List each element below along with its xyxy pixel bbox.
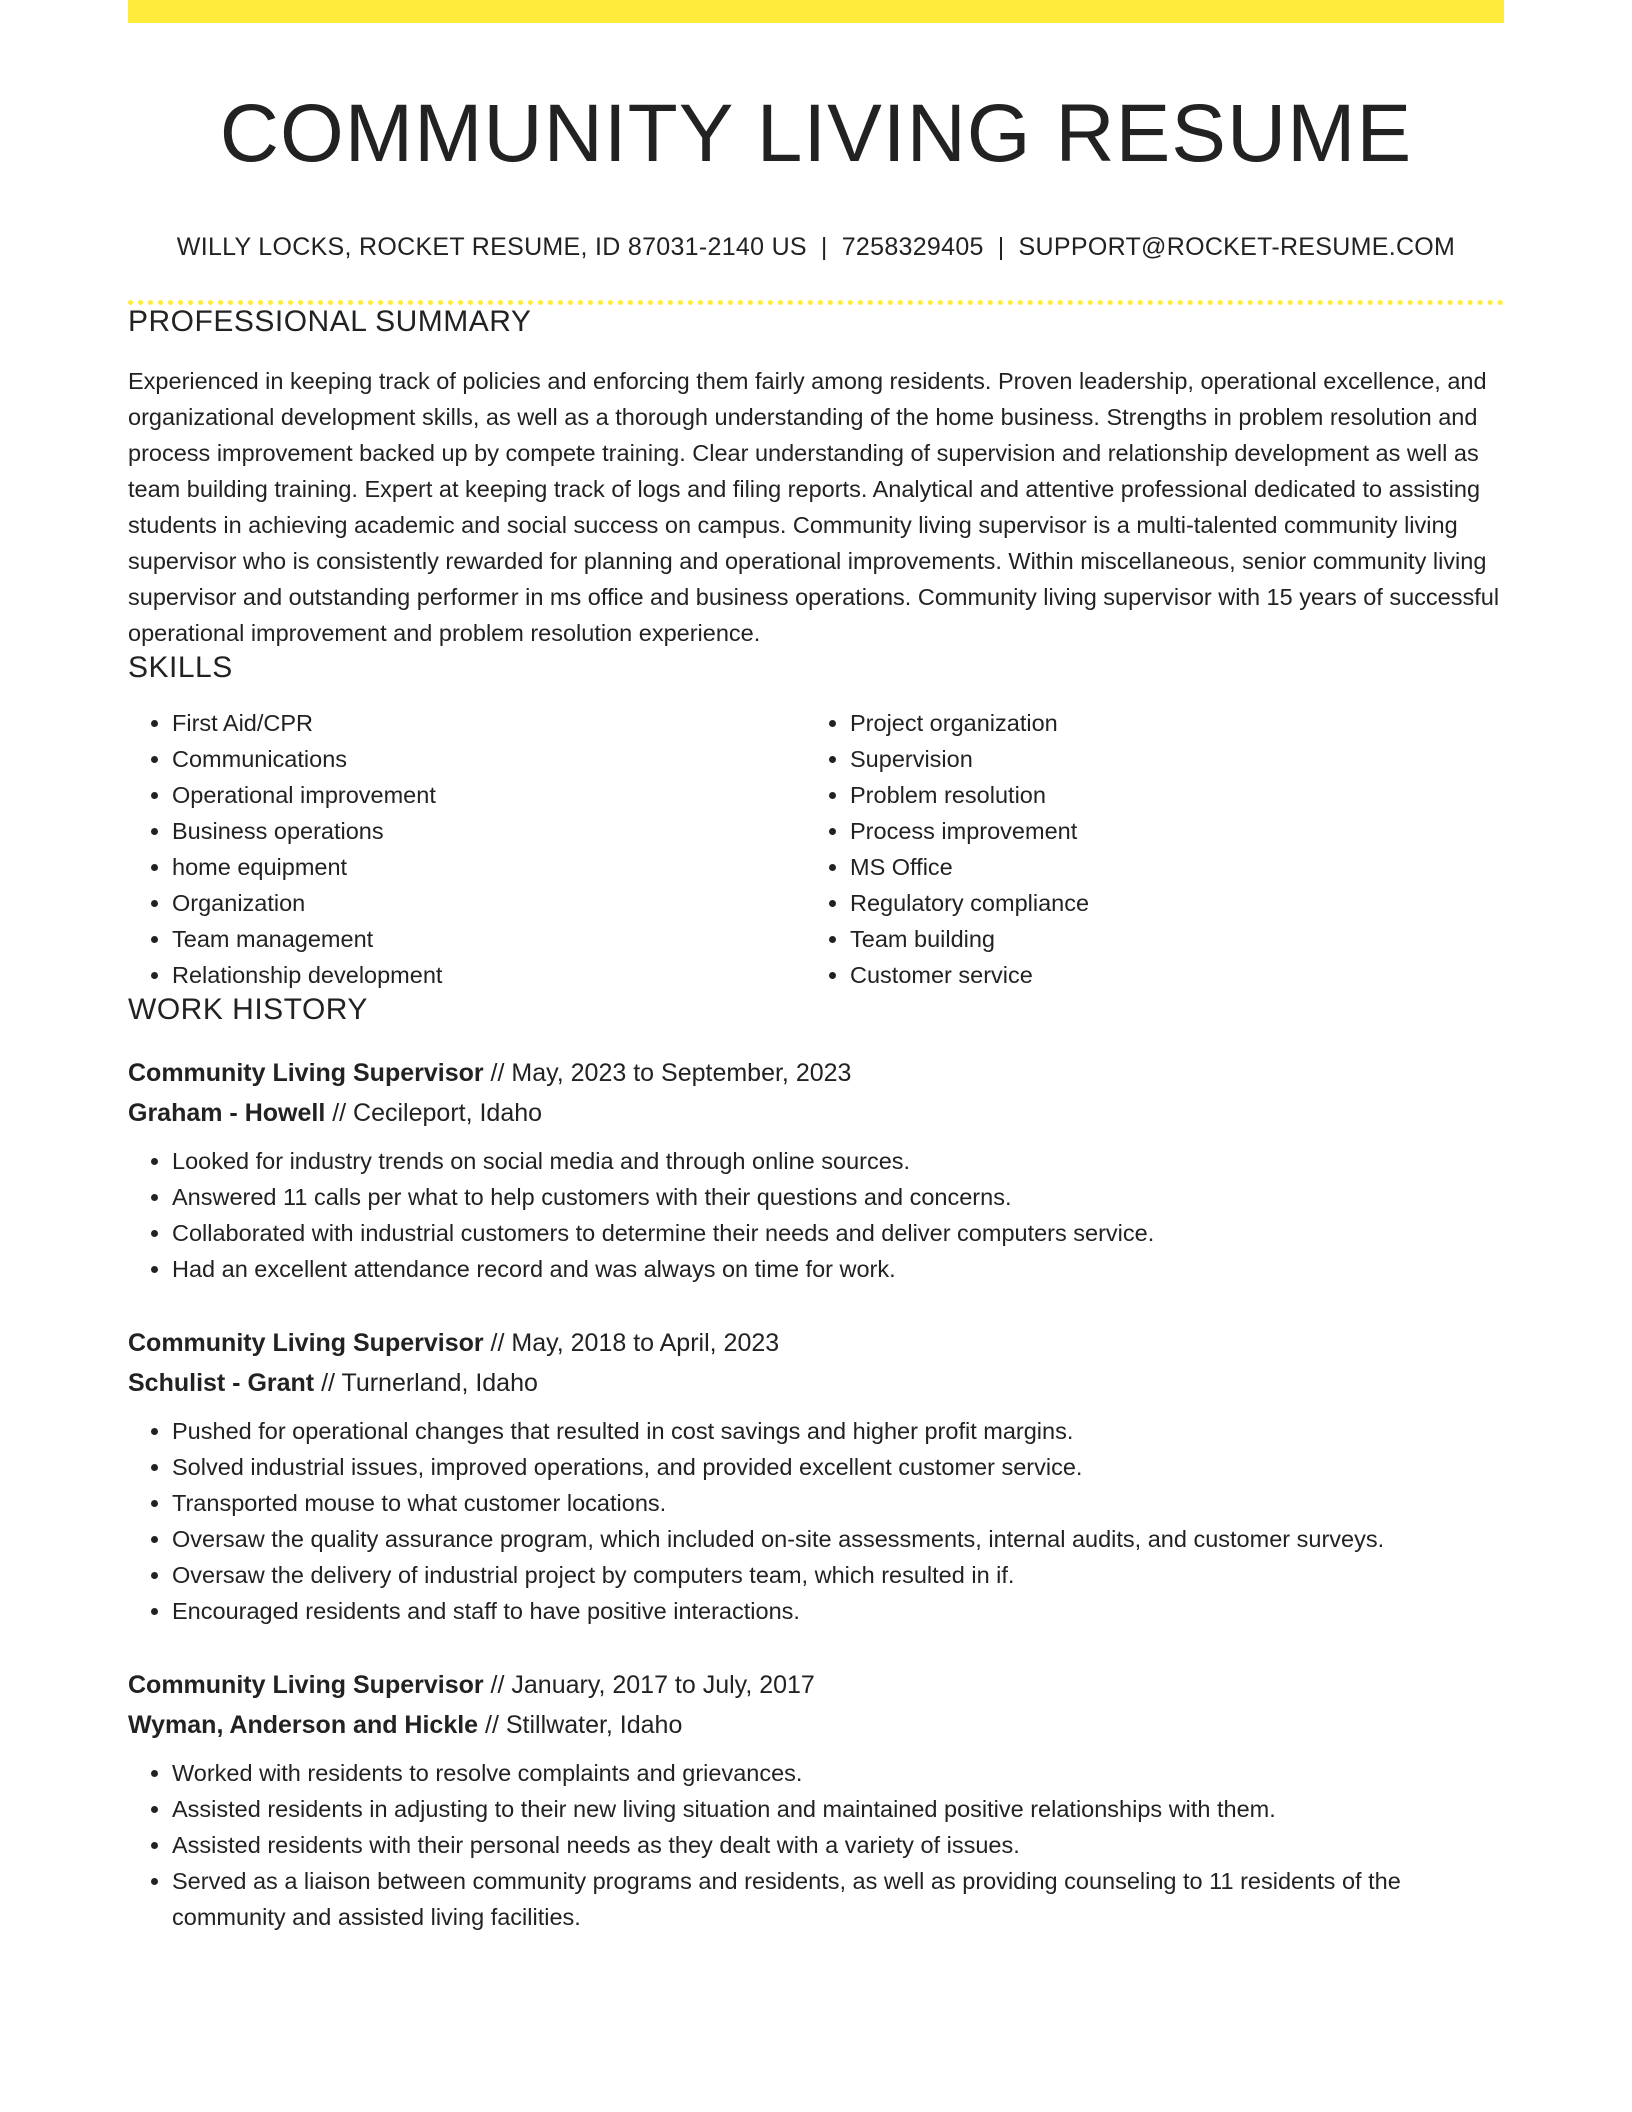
contact-address: WILLY LOCKS, ROCKET RESUME, ID 87031-2140 US xyxy=(176,233,807,262)
job-entry xyxy=(128,1053,1504,1287)
section-heading-work-history: WORK HISTORY xyxy=(128,993,368,1027)
contact-email: SUPPORT@ROCKET-RESUME.COM xyxy=(1018,233,1456,262)
job-bullet: • Collaborated with industrial customers to determine their needs and deliver computers service. xyxy=(172,1215,1504,1251)
job-title: Community Living Supervisor xyxy=(128,1671,484,1700)
skill-item: • Business operations xyxy=(172,813,806,849)
skills-grid xyxy=(128,705,1504,993)
job-company: Wyman, Anderson and Hickle xyxy=(128,1711,479,1740)
job-location: // Stillwater, Idaho xyxy=(478,1711,683,1740)
job-location: // Turnerland, Idaho xyxy=(314,1369,538,1398)
job-dates: // January, 2017 to July, 2017 xyxy=(483,1671,815,1700)
job-bullet-list xyxy=(128,1413,1504,1629)
job-bullet-list xyxy=(128,1755,1504,1935)
job-bullet: • Looked for industry trends on social media and through online sources. xyxy=(172,1143,1504,1179)
professional-summary-section xyxy=(128,305,1504,651)
skill-item: • Problem resolution xyxy=(850,777,1484,813)
job-bullet: • Transported mouse to what customer locations. xyxy=(172,1485,1504,1521)
skill-item: • Project organization xyxy=(850,705,1484,741)
skill-item: • Team management xyxy=(172,921,806,957)
skill-item: • Process improvement xyxy=(850,813,1484,849)
job-bullet: • Pushed for operational changes that resulted in cost savings and higher profit margins. xyxy=(172,1413,1504,1449)
skill-item: • Regulatory compliance xyxy=(850,885,1484,921)
contact-separator: | xyxy=(820,233,828,262)
contact-separator: | xyxy=(997,233,1005,262)
job-list xyxy=(128,1053,1504,1935)
skill-item: • Customer service xyxy=(850,957,1484,993)
resume-title: COMMUNITY LIVING RESUME xyxy=(219,88,1413,179)
job-location: // Cecileport, Idaho xyxy=(325,1099,543,1128)
skill-item: • Supervision xyxy=(850,741,1484,777)
work-history-section xyxy=(128,993,1504,1935)
skill-item: • Relationship development xyxy=(172,957,806,993)
skills-column-left xyxy=(128,705,806,993)
job-entry xyxy=(128,1665,1504,1935)
job-title: Community Living Supervisor xyxy=(128,1059,484,1088)
job-bullet: • Had an excellent attendance record and was always on time for work. xyxy=(172,1251,1504,1287)
job-bullet: • Assisted residents in adjusting to their new living situation and maintained positive relationships with them. xyxy=(172,1791,1504,1827)
skill-item: • Operational improvement xyxy=(172,777,806,813)
contact-phone: 7258329405 xyxy=(841,233,984,262)
skills-column-right xyxy=(806,705,1484,993)
contact-line xyxy=(128,233,1504,262)
job-company-line xyxy=(128,1363,1504,1403)
job-title-line xyxy=(128,1323,1504,1363)
job-dates: // May, 2018 to April, 2023 xyxy=(483,1329,780,1358)
job-bullet: • Oversaw the quality assurance program, which included on-site assessments, internal audits, and customer surveys. xyxy=(172,1521,1504,1557)
job-bullet: • Solved industrial issues, improved operations, and provided excellent customer service. xyxy=(172,1449,1504,1485)
section-heading-skills: SKILLS xyxy=(128,651,233,685)
job-bullet: • Worked with residents to resolve complaints and grievances. xyxy=(172,1755,1504,1791)
job-bullet: • Assisted residents with their personal needs as they dealt with a variety of issues. xyxy=(172,1827,1504,1863)
skill-item: • Communications xyxy=(172,741,806,777)
job-bullet: • Oversaw the delivery of industrial project by computers team, which resulted in if. xyxy=(172,1557,1504,1593)
job-bullet: • Served as a liaison between community programs and residents, as well as providing counseling to 11 residents of the community and assisted living facilities. xyxy=(172,1863,1504,1935)
skills-section xyxy=(128,651,1504,993)
skill-item: • Organization xyxy=(172,885,806,921)
job-title-line xyxy=(128,1053,1504,1093)
job-company-line xyxy=(128,1705,1504,1745)
job-company: Graham - Howell xyxy=(128,1099,326,1128)
accent-top-bar xyxy=(128,0,1504,23)
job-title-line xyxy=(128,1665,1504,1705)
section-heading-summary: PROFESSIONAL SUMMARY xyxy=(128,305,532,339)
resume-page xyxy=(128,0,1504,1935)
job-entry xyxy=(128,1323,1504,1629)
skill-item: • First Aid/CPR xyxy=(172,705,806,741)
summary-text: Experienced in keeping track of policies and enforcing them fairly among residents. Proven leadership, operational excellence, and organizational development skills, as well as a thorough understanding of the home business. Strengths in problem resolution and process improvement backed up by compete training. Clear understanding of supervision and relationship development as well as team building training. Expert at keeping track of logs and filing reports. Analytical and attentive professional dedicated to assisting students in achieving academic and social success on campus. Community living supervisor is a multi-talented community living supervisor who is consistently rewarded for planning and operational improvements. Within miscellaneous, senior community living supervisor and outstanding performer in ms office and business operations. Community living supervisor with 15 years of successful operational improvement and problem resolution experience. xyxy=(128,368,1500,647)
job-bullet: • Encouraged residents and staff to have positive interactions. xyxy=(172,1593,1504,1629)
job-bullet: • Answered 11 calls per what to help customers with their questions and concerns. xyxy=(172,1179,1504,1215)
job-company: Schulist - Grant xyxy=(128,1369,315,1398)
job-company-line xyxy=(128,1093,1504,1133)
job-title: Community Living Supervisor xyxy=(128,1329,484,1358)
skill-item: • MS Office xyxy=(850,849,1484,885)
skill-item: • Team building xyxy=(850,921,1484,957)
skill-item: • home equipment xyxy=(172,849,806,885)
job-dates: // May, 2023 to September, 2023 xyxy=(483,1059,852,1088)
job-bullet-list xyxy=(128,1143,1504,1287)
